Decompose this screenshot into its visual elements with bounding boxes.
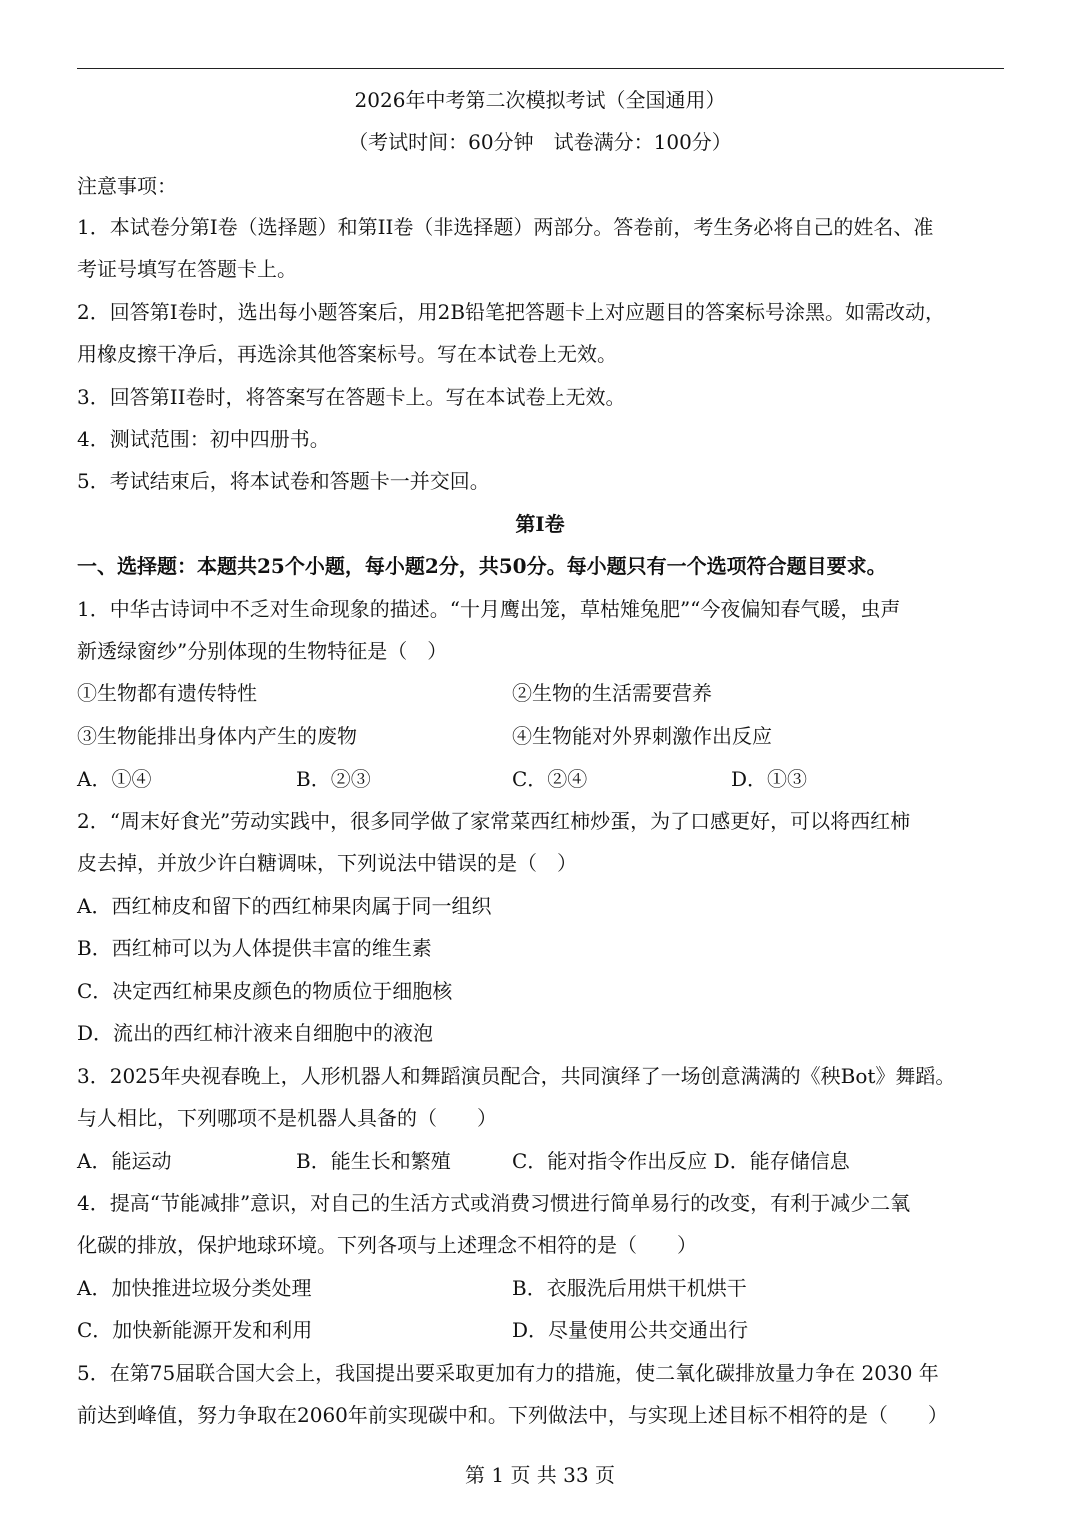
- note-line: 1．本试卷分第I卷（选择题）和第II卷（非选择题）两部分。答卷前，考生务必将自己的姓名、准: [77, 215, 934, 239]
- option-a: A．①④: [77, 767, 152, 791]
- option-b: B．②③: [296, 767, 371, 791]
- statement-1: ①生物都有遗传特性: [77, 681, 257, 705]
- note-line: 3．回答第II卷时，将答案写在答题卡上。写在本试卷上无效。: [77, 385, 626, 409]
- option-a: A．加快推进垃圾分类处理: [77, 1276, 312, 1300]
- question-2-stem: 2．“周末好食光”劳动实践中，很多同学做了家常菜西红柿炒蛋，为了口感更好，可以将西红柿: [77, 809, 911, 833]
- exam-title: 2026年中考第二次模拟考试（全国通用）: [354, 88, 726, 112]
- question-3-stem: 3．2025年央视春晚上，人形机器人和舞蹈演员配合，共同演绎了一场创意满满的《秧Bot》舞蹈。: [77, 1064, 956, 1088]
- option-a: A．能运动: [77, 1149, 172, 1173]
- question-5-stem: 5．在第75届联合国大会上，我国提出要采取更加有力的措施，使二氧化碳排放量力争在 2030 年: [77, 1361, 939, 1385]
- option-c: C．加快新能源开发和利用: [77, 1318, 313, 1342]
- section-title: 第I卷: [515, 512, 565, 536]
- note-line: 4．测试范围：初中四册书。: [77, 427, 330, 451]
- question-4-stem: 4．提高“节能减排”意识，对自己的生活方式或消费习惯进行简单易行的改变，有利于减少二氧: [77, 1191, 911, 1215]
- header-rule: [77, 68, 1004, 69]
- note-line: 5．考试结束后，将本试卷和答题卡一并交回。: [77, 469, 490, 493]
- option-c: C．②④: [512, 767, 588, 791]
- option-b: B．衣服洗后用烘干机烘干: [512, 1276, 747, 1300]
- statement-4: ④生物能对外界刺激作出反应: [512, 724, 772, 748]
- option-d: D．尽量使用公共交通出行: [512, 1318, 749, 1342]
- note-line: 用橡皮擦干净后，再选涂其他答案标号。写在本试卷上无效。: [77, 342, 617, 366]
- question-1-stem: 1．中华古诗词中不乏对生命现象的描述。“十月鹰出笼，草枯雉兔肥”“今夜偏知春气暖，虫声: [77, 597, 901, 621]
- option-b: B．能生长和繁殖: [296, 1149, 451, 1173]
- section-instruction: 一、选择题：本题共25个小题，每小题2分，共50分。每小题只有一个选项符合题目要求。: [77, 554, 887, 578]
- note-line: 考证号填写在答题卡上。: [77, 257, 297, 281]
- notes-heading: 注意事项：: [77, 174, 177, 198]
- option-d: D．流出的西红柿汁液来自细胞中的液泡: [77, 1021, 434, 1045]
- exam-subtitle: （考试时间：60分钟 试卷满分：100分）: [348, 130, 732, 154]
- question-5-stem: 前达到峰值，努力争取在2060年前实现碳中和。下列做法中，与实现上述目标不相符的是（ ）: [77, 1403, 948, 1427]
- option-c-d: C．能对指令作出反应 D．能存储信息: [512, 1149, 850, 1173]
- question-4-stem: 化碳的排放，保护地球环境。下列各项与上述理念不相符的是（ ）: [77, 1233, 697, 1257]
- option-c: C．决定西红柿果皮颜色的物质位于细胞核: [77, 979, 453, 1003]
- note-line: 2．回答第I卷时，选出每小题答案后，用2B铅笔把答题卡上对应题目的答案标号涂黑。如需改动，: [77, 300, 946, 324]
- question-2-stem: 皮去掉，并放少许白糖调味，下列说法中错误的是（ ）: [77, 851, 577, 875]
- option-a: A．西红柿皮和留下的西红柿果肉属于同一组织: [77, 894, 492, 918]
- statement-2: ②生物的生活需要营养: [512, 681, 712, 705]
- statement-3: ③生物能排出身体内产生的废物: [77, 724, 357, 748]
- question-1-stem: 新透绿窗纱”分别体现的生物特征是（ ）: [77, 639, 448, 663]
- option-d: D．①③: [731, 767, 808, 791]
- page-number: 第 1 页 共 33 页: [465, 1463, 615, 1487]
- question-3-stem: 与人相比，下列哪项不是机器人具备的（ ）: [77, 1106, 497, 1130]
- option-b: B．西红柿可以为人体提供丰富的维生素: [77, 936, 432, 960]
